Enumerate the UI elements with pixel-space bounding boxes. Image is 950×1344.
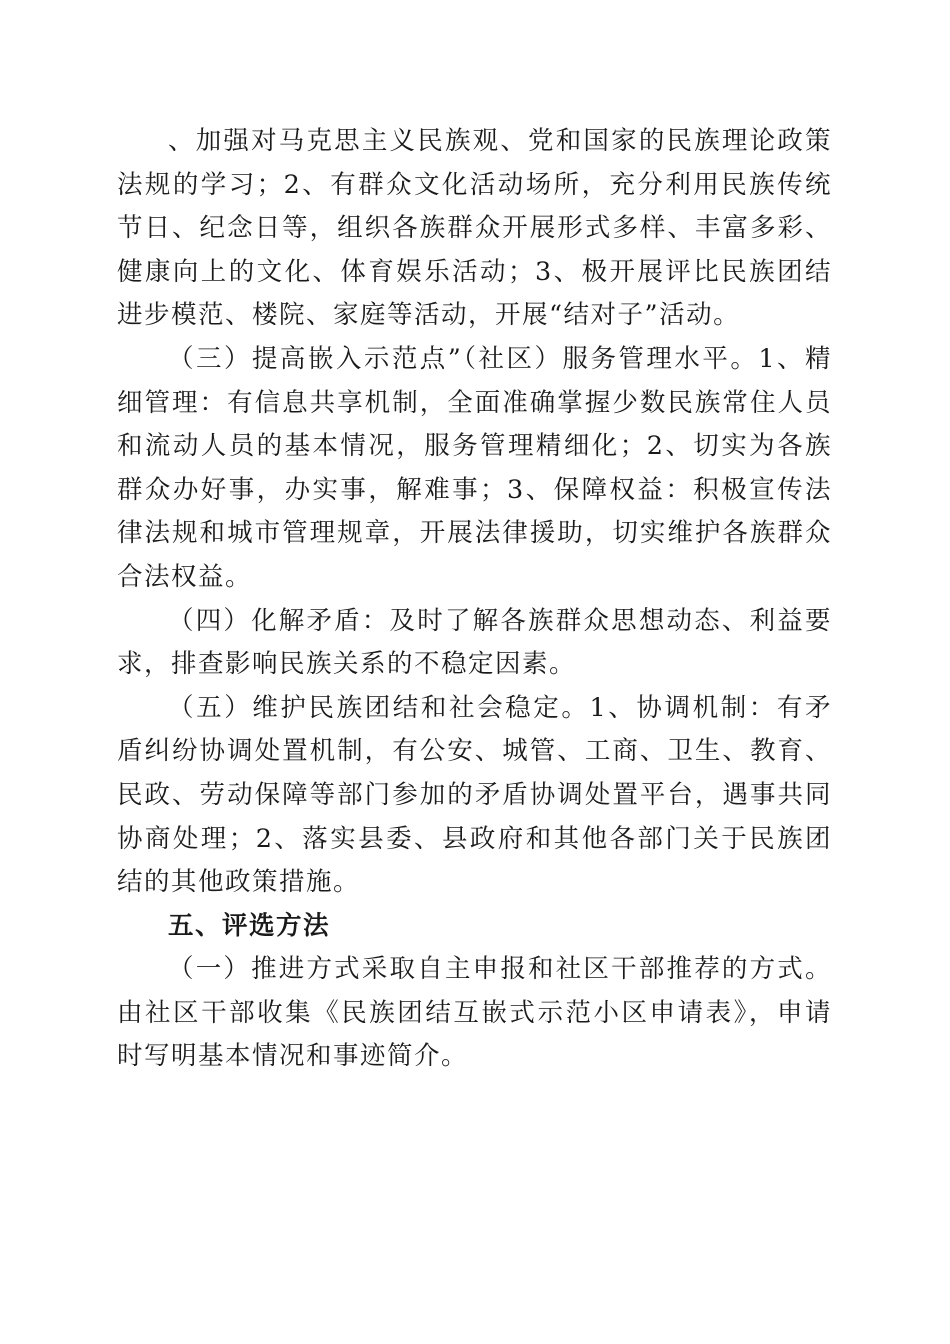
paragraph-resolve-conflicts: （四）化解矛盾：及时了解各族群众思想动态、利益要求，排查影响民族关系的不稳定因素。 [117, 605, 832, 680]
section-heading-selection-method: 五、评选方法 [168, 910, 331, 941]
paragraph-application-method: （一）推进方式采取自主申报和社区干部推荐的方式。由社区干部收集《民族团结互嵌式示范小区申请表》，申请时写明基本情况和事迹简介。 [117, 954, 832, 1072]
paragraph-maintain-unity: （五）维护民族团结和社会稳定。1、协调机制：有矛盾纠纷协调处置机制，有公安、城管、工商、卫生、教育、民政、劳动保障等部门参加的矛盾协调处置平台，遇事共同协商处理；2、落实县委、县政府和其他各部门关于民族团结的其他政策措施。 [117, 692, 832, 898]
paragraph-service-management: （三）提高嵌入示范点”（社区）服务管理水平。1、精细管理：有信息共享机制，全面准确掌握少数民族常住人员和流动人员的基本情况，服务管理精细化；2、切实为各族群众办好事，办实事，解难事；3、保障权益：积极宣传法律法规和城市管理规章，开展法律援助，切实维护各族群众合法权益。 [117, 343, 832, 592]
paragraph-study-activities: 、加强对马克思主义民族观、党和国家的民族理论政策法规的学习；2、有群众文化活动场所，充分利用民族传统节日、纪念日等，组织各族群众开展形式多样、丰富多彩、健康向上的文化、体育娱乐活动；3、极开展评比民族团结进步模范、楼院、家庭等活动，开展“结对子”活动。 [117, 126, 832, 331]
document-body [117, 120, 832, 1079]
